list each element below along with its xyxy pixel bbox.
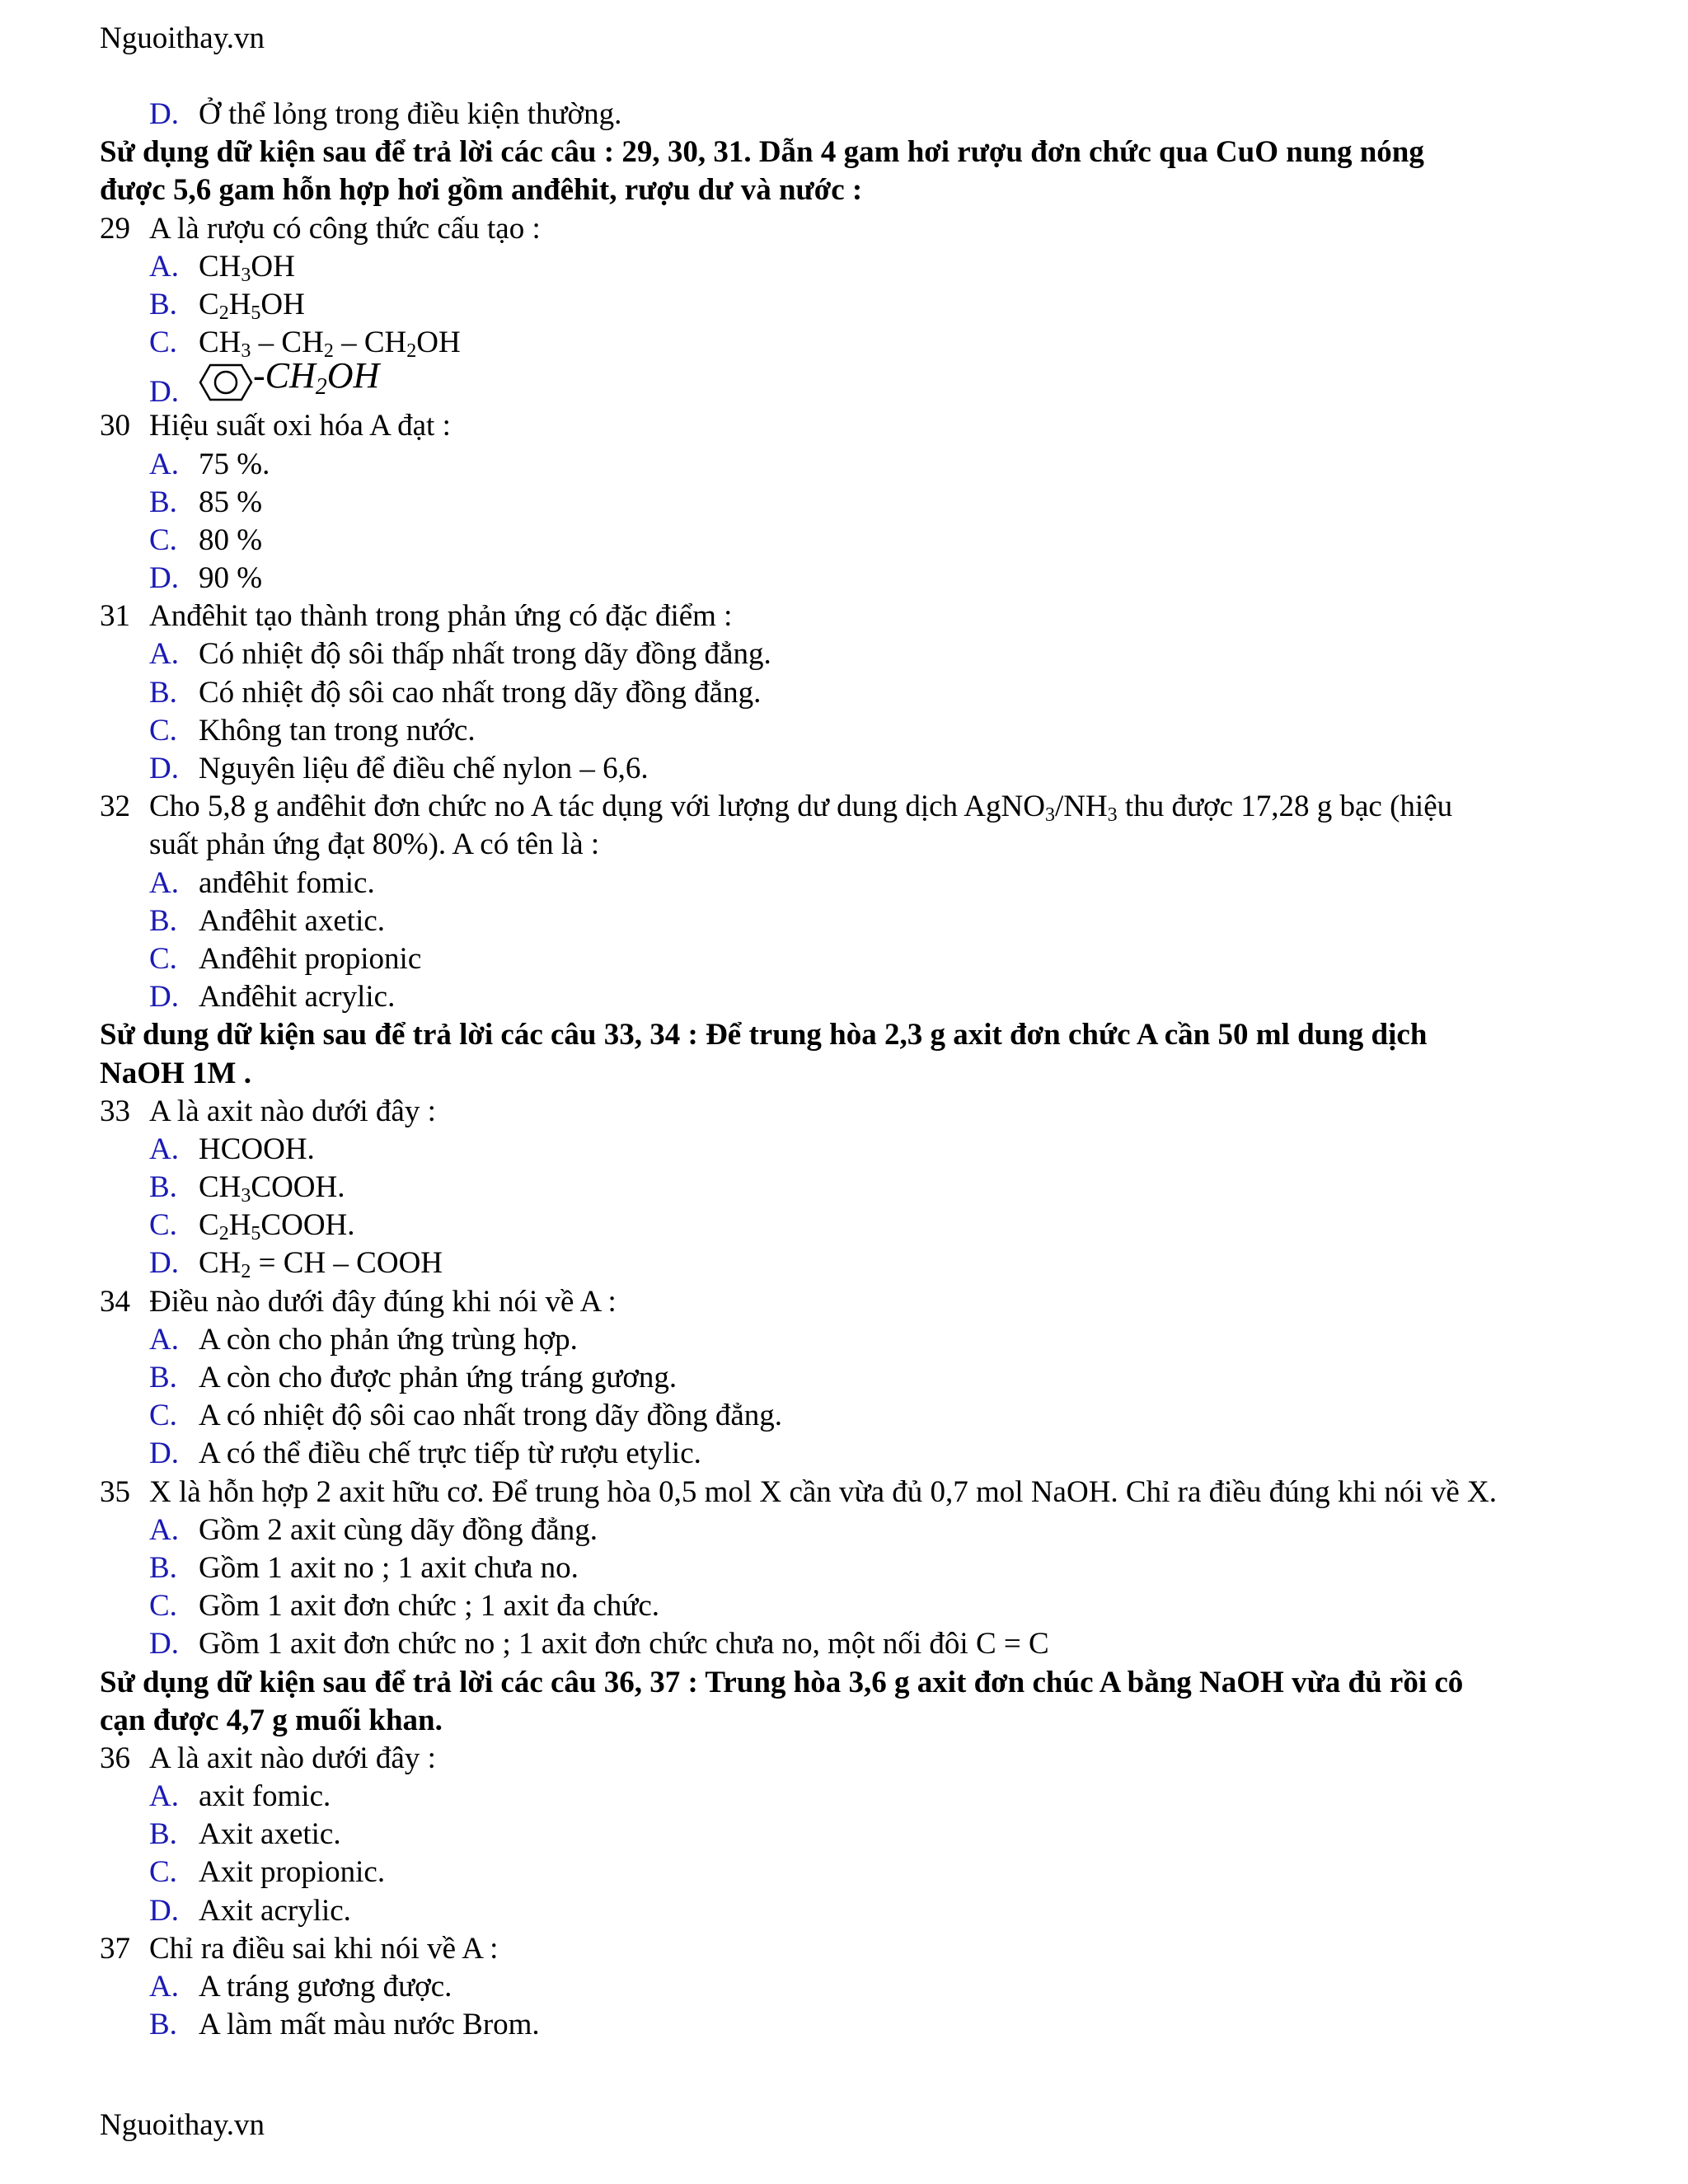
question-31 (100, 598, 1649, 635)
q36-option-a (100, 1778, 1649, 1816)
option-letter: C. (149, 326, 177, 360)
intro-33-34-line2: NaOH 1M . (100, 1056, 251, 1090)
option-text: A có nhiệt độ sôi cao nhất trong dãy đồng đẳng. (199, 1399, 783, 1433)
question-text: Anđêhit tạo thành trong phản ứng có đặc điểm : (149, 599, 733, 634)
option-letter: A. (149, 1512, 179, 1547)
option-text: A tráng gương được. (199, 1970, 452, 2004)
q31-option-c (100, 712, 1649, 750)
question-number: 29 (100, 211, 130, 246)
option-letter: B. (149, 1361, 177, 1394)
option-text: Anđêhit propionic (199, 941, 422, 976)
q33-option-c (100, 1207, 1649, 1244)
intro-29-31-line2: được 5,6 gam hỗn hợp hơi gồm anđêhit, rượu dư và nước : (100, 173, 863, 208)
option-letter: A. (149, 637, 179, 672)
option-letter: B. (149, 675, 177, 710)
question-36 (100, 1740, 1649, 1778)
option-text: A còn cho phản ứng trùng hợp. (199, 1322, 578, 1357)
q35-option-b (100, 1549, 1649, 1587)
option-letter: A. (149, 447, 179, 481)
page-content (100, 96, 1649, 2044)
question-33 (100, 1093, 1649, 1131)
intro-36-37-line1: Sử dụng dữ kiện sau để trả lời các câu 36, 37 : Trung hòa 3,6 g axit đơn chúc A bằng NaOH vừa đủ rồi cô (100, 1665, 1464, 1699)
option-letter: B. (149, 1550, 177, 1585)
formula: $C_2H_5OH$ (199, 287, 305, 324)
option-text: axit fomic. (199, 1779, 331, 1814)
option-letter: D. (149, 1246, 179, 1281)
option-letter: B. (149, 2008, 177, 2042)
option-letter: C. (149, 1855, 177, 1890)
option-letter: D. (149, 752, 179, 785)
option-letter: D. (149, 375, 179, 410)
option-text: Gồm 1 axit no ; 1 axit chưa no. (199, 1550, 579, 1585)
q32-option-b (100, 902, 1649, 940)
q29-option-a (100, 248, 1649, 286)
page-header: Nguoithay.vn (100, 21, 265, 55)
q32-option-c (100, 940, 1649, 978)
page-footer: Nguoithay.vn (100, 2108, 265, 2142)
option-letter: B. (149, 903, 177, 938)
formula: $CH_3 - CH_2 - CH_2OH$ (199, 326, 461, 363)
q34-option-a (100, 1321, 1649, 1359)
q31-option-d (100, 750, 1649, 788)
q30-option-c (100, 522, 1649, 560)
option-letter: D. (149, 1627, 179, 1661)
option-text: 85 % (199, 485, 263, 519)
option-letter: D. (149, 1893, 179, 1928)
option-text: Ở thể lỏng trong điều kiện thường. (199, 97, 622, 131)
question-37 (100, 1930, 1649, 1968)
q30-option-d (100, 560, 1649, 598)
q36-option-d (100, 1892, 1649, 1930)
option-letter: D. (149, 1436, 179, 1471)
q30-option-b (100, 484, 1649, 522)
question-text: A là rượu có công thức cấu tạo : (149, 211, 541, 246)
question-number: 32 (100, 790, 130, 824)
question-number: 31 (100, 599, 130, 634)
question-29 (100, 210, 1649, 248)
intro-29-31-line1: Sử dụng dữ kiện sau để trả lời các câu : 29, 30, 31. Dẫn 4 gam hơi rượu đơn chức qua CuO nung nóng (100, 135, 1424, 170)
option-text: A có thể điều chế trực tiếp từ rượu etylic. (199, 1436, 701, 1471)
q33-option-a (100, 1131, 1649, 1169)
formula: $C_2H_5COOH$. (199, 1208, 355, 1245)
q36-option-b (100, 1816, 1649, 1854)
option-letter: D. (149, 97, 179, 131)
question-number: 35 (100, 1474, 130, 1509)
option-letter: C. (149, 1589, 177, 1624)
q35-option-c (100, 1587, 1649, 1625)
option-text: Anđêhit axetic. (199, 903, 386, 938)
q32-option-a (100, 865, 1649, 902)
option-text: Không tan trong nước. (199, 713, 476, 748)
option-text: Có nhiệt độ sôi thấp nhất trong dãy đồng đẳng. (199, 637, 771, 672)
option-letter: B. (149, 1817, 177, 1852)
q34-option-d (100, 1435, 1649, 1473)
option-text: anđêhit fomic. (199, 865, 375, 900)
q37-option-a (100, 1968, 1649, 2006)
option-text: 90 % (199, 561, 263, 596)
question-35 (100, 1474, 1649, 1511)
option-letter: C. (149, 1208, 177, 1243)
option-letter: A. (149, 1970, 179, 2004)
q29-option-d (100, 355, 1649, 410)
question-32 (100, 788, 1649, 826)
option-letter: B. (149, 485, 177, 519)
option-text: Có nhiệt độ sôi cao nhất trong dãy đồng đẳng. (199, 675, 762, 710)
option-text: A còn cho được phản ứng tráng gương. (199, 1361, 678, 1394)
q34-option-b (100, 1359, 1649, 1397)
q37-option-b (100, 2006, 1649, 2044)
option-letter: A. (149, 249, 179, 284)
formula: HCOOH. (199, 1132, 315, 1166)
q33-option-b (100, 1169, 1649, 1207)
q30-option-a (100, 446, 1649, 484)
option-letter: C. (149, 523, 177, 557)
question-text: A là axit nào dưới đây : (149, 1741, 436, 1775)
question-text: Điều nào dưới đây đúng khi nói về A : (149, 1284, 617, 1319)
option-letter: D. (149, 980, 179, 1015)
question-text: A là axit nào dưới đây : (149, 1094, 436, 1128)
option-text: A làm mất màu nước Brom. (199, 2008, 540, 2042)
option-letter: B. (149, 287, 177, 321)
option-d-prev (100, 96, 1649, 134)
option-letter: C. (149, 713, 177, 748)
option-letter: C. (149, 1399, 177, 1433)
question-30 (100, 407, 1649, 445)
option-letter: A. (149, 1322, 179, 1357)
question-34 (100, 1283, 1649, 1321)
formula: $CH_2$ = CH – COOH (199, 1246, 443, 1283)
intro-36-37-line2: cạn được 4,7 g muối khan. (100, 1703, 443, 1737)
q32-option-d (100, 978, 1649, 1016)
option-letter: A. (149, 1132, 179, 1166)
benzene-ring-icon (199, 362, 253, 403)
option-letter: C. (149, 941, 177, 976)
question-text: Hiệu suất oxi hóa A đạt : (149, 409, 451, 443)
option-text: Nguyên liệu để điều chế nylon – 6,6. (199, 752, 649, 785)
option-text: Axit propionic. (199, 1855, 386, 1890)
formula: $CH_3COOH$. (199, 1170, 345, 1207)
option-text: Axit axetic. (199, 1817, 341, 1852)
option-text: 75 %. (199, 447, 270, 481)
option-text: Axit acrylic. (199, 1893, 351, 1928)
q36-option-c (100, 1854, 1649, 1891)
question-number: 30 (100, 409, 130, 443)
option-text: Gồm 1 axit đơn chức no ; 1 axit đơn chức chưa no, một nối đôi C = C (199, 1627, 1049, 1661)
option-letter: A. (149, 865, 179, 900)
q31-option-a (100, 635, 1649, 673)
question-number: 33 (100, 1094, 130, 1128)
q35-option-d (100, 1625, 1649, 1663)
question-text: X là hỗn hợp 2 axit hữu cơ. Để trung hòa 0,5 mol X cần vừa đủ 0,7 mol NaOH. Chỉ ra điều đúng khi nói về X. (149, 1474, 1498, 1509)
q33-option-d (100, 1244, 1649, 1282)
formula: $CH_3OH$ (199, 249, 295, 286)
option-text: Gồm 1 axit đơn chức ; 1 axit đa chức. (199, 1589, 660, 1624)
option-letter: A. (149, 1779, 179, 1814)
option-text: 80 % (199, 523, 263, 557)
q34-option-c (100, 1397, 1649, 1435)
benzyl-formula: $-CH_2OH$ (253, 355, 380, 401)
question-text: Chỉ ra điều sai khi nói về A : (149, 1931, 499, 1966)
question-32-cont: suất phản ứng đạt 80%). A có tên là : (149, 827, 600, 862)
question-number: 34 (100, 1284, 130, 1319)
question-number: 36 (100, 1741, 130, 1775)
option-text: Gồm 2 axit cùng dãy đồng đẳng. (199, 1512, 598, 1547)
q35-option-a (100, 1511, 1649, 1549)
question-number: 37 (100, 1931, 130, 1966)
option-letter: D. (149, 561, 179, 596)
intro-33-34-line1: Sử dung dữ kiện sau để trả lời các câu 33, 34 : Để trung hòa 2,3 g axit đơn chức A cần 50 ml dung dịch (100, 1018, 1428, 1052)
option-letter: B. (149, 1170, 177, 1205)
question-text: Cho 5,8 g anđêhit đơn chức no A tác dụng với lượng dư dung dịch $AgNO_3/NH_3$ thu được 17,28 g bạc (hiệu (149, 790, 1453, 827)
q31-option-b (100, 674, 1649, 712)
option-text: Anđêhit acrylic. (199, 980, 396, 1015)
q29-option-b (100, 286, 1649, 324)
